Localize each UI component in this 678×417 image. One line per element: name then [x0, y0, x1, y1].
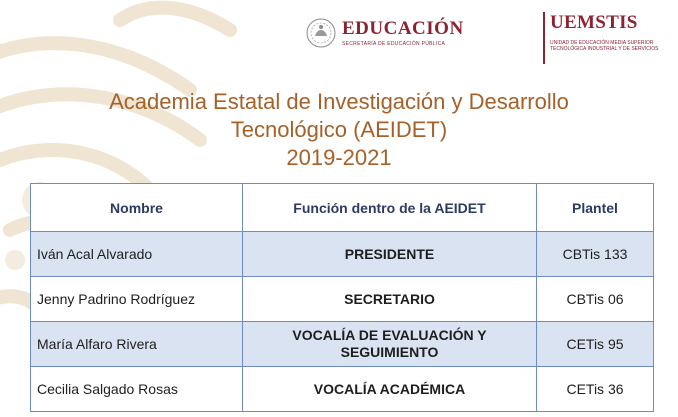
member-name: Jenny Padrino Rodríguez [31, 277, 243, 322]
member-role: SECRETARIO [243, 277, 537, 322]
education-logo-title: EDUCACIÓN [342, 18, 464, 39]
column-header-school: Plantel [537, 184, 654, 232]
member-role: PRESIDENTE [243, 232, 537, 277]
column-header-name: Nombre [31, 184, 243, 232]
member-school: CETis 95 [537, 322, 654, 367]
uemstis-logo-title: UEMSTIS [550, 12, 638, 33]
column-header-role: Función dentro de la AEIDET [243, 184, 537, 232]
table-row [31, 232, 654, 277]
member-role-line2: SEGUIMIENTO [340, 344, 439, 360]
mexico-seal-icon [306, 16, 336, 50]
education-logo [306, 16, 464, 50]
member-role [243, 322, 537, 367]
table-row [31, 277, 654, 322]
member-role: VOCALÍA ACADÉMICA [243, 367, 537, 412]
document-title-line2: Tecnológico (AEIDET) [230, 117, 448, 142]
document-title-line3: 2019-2021 [286, 145, 392, 170]
education-logo-subtitle: SECRETARÍA DE EDUCACIÓN PÚBLICA [342, 41, 446, 47]
uemstis-logo-bar [543, 12, 545, 64]
member-role-line1: VOCALÍA DE EVALUACIÓN Y [292, 327, 487, 343]
document-title-line1: Academia Estatal de Investigación y Desarrollo [109, 89, 569, 114]
member-school: CBTis 133 [537, 232, 654, 277]
document-title [0, 88, 678, 172]
member-name: María Alfaro Rivera [31, 322, 243, 367]
uemstis-logo-subtitle: UNIDAD DE EDUCACIÓN MEDIA SUPERIOR TECNOLÓGICA INDUSTRIAL Y DE SERVICIOS [550, 40, 659, 52]
member-name: Cecilia Salgado Rosas [31, 367, 243, 412]
table-row [31, 322, 654, 367]
table-row [31, 367, 654, 412]
member-name: Iván Acal Alvarado [31, 232, 243, 277]
member-school: CETis 36 [537, 367, 654, 412]
member-school: CBTis 06 [537, 277, 654, 322]
table-header-row [31, 184, 654, 232]
uemstis-logo [543, 12, 662, 64]
members-table [30, 183, 654, 412]
